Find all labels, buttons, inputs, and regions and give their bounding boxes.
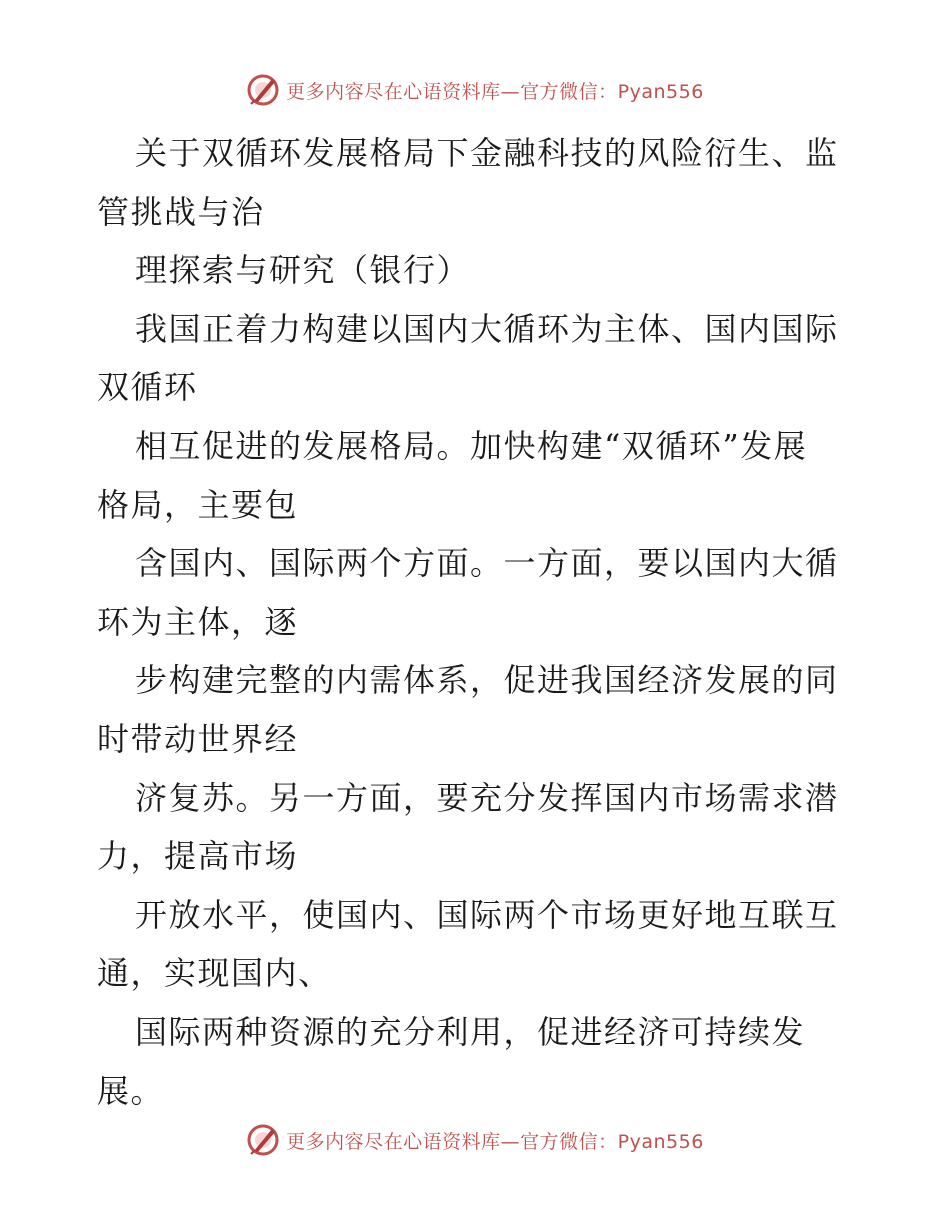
- quill-circle-icon: [246, 73, 280, 107]
- watermark-text: 更多内容尽在心语资料库—官方微信：Pyan556: [286, 1130, 704, 1153]
- text-line: 格局，主要包: [97, 485, 299, 524]
- quill-circle-icon: [246, 1123, 280, 1157]
- text-line: 步构建完整的内需体系，促进我国经济发展的同: [135, 661, 839, 700]
- text-line: 环为主体，逐: [97, 602, 299, 641]
- text-line: 含国内、国际两个方面。一方面，要以国内大循: [135, 544, 839, 583]
- document-body: [97, 124, 857, 1120]
- text-line: 力，提高市场: [97, 837, 299, 876]
- text-line: 管挑战与治: [97, 192, 265, 231]
- text-line: 关于双循环发展格局下金融科技的风险衍生、监: [135, 134, 839, 172]
- footer-watermark-banner: [0, 1120, 950, 1160]
- header-watermark-banner: [0, 70, 950, 110]
- text-line: 我国正着力构建以国内大循环为主体、国内国际: [135, 309, 839, 348]
- text-line: 国际两种资源的充分利用，促进经济可持续发: [135, 1012, 806, 1051]
- text-line: 通，实现国内、: [97, 954, 332, 993]
- text-line: 济复苏。另一方面，要充分发挥国内市场需求潜: [135, 778, 839, 817]
- text-line: 理探索与研究（银行）: [135, 251, 471, 290]
- watermark-text: 更多内容尽在心语资料库—官方微信：Pyan556: [286, 80, 704, 103]
- text-line: 双循环: [97, 368, 198, 407]
- text-line: 相互促进的发展格局。加快构建“双循环”发展: [135, 426, 808, 465]
- text-line: 开放水平，使国内、国际两个市场更好地互联互: [135, 895, 839, 934]
- text-line: 展。: [97, 1071, 165, 1110]
- text-line: 时带动世界经: [97, 719, 299, 758]
